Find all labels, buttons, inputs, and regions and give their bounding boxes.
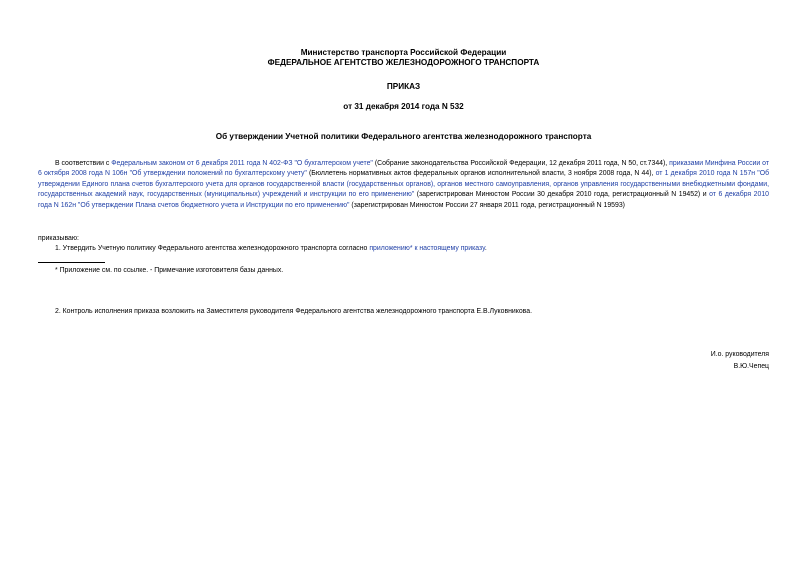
order-item-2: 2. Контроль исполнения приказа возложить на Заместителя руководителя Федерального агентства железнодорожного транспорта Е.В.Луковникова. xyxy=(55,308,533,315)
intro-text-1: В соответствии с xyxy=(55,160,112,167)
intro-text-2: (Собрание законодательства Российской Федерации, 12 декабря 2011 года, N 50, ст.7344), xyxy=(372,160,670,167)
agency-name: ФЕДЕРАЛЬНОЕ АГЕНТСТВО ЖЕЛЕЗНОДОРОЖНОГО ТРАНСПОРТА xyxy=(267,58,540,67)
intro-text-3: (Бюллетень нормативных актов федеральных органов исполнительной власти, 3 ноября 2008 года, N 44), xyxy=(306,170,656,178)
document-type: ПРИКАЗ xyxy=(386,82,421,91)
link-order-157n[interactable]: от 1 декабря 2010 года N 157н "Об утверждении Единого плана счетов бухгалтерского учета для органов государственной власти (государственных органов), органов местного самоуправления, органов управления государственными внебюджетными фондами, государственных академий наук, государственных (муниципальных) учреждений и инструкции по его применению" xyxy=(38,170,770,199)
footnote: * Приложение см. по ссылке. - Примечание изготовителя базы данных. xyxy=(55,267,284,274)
signatory-name: В.Ю.Чепец xyxy=(733,363,769,370)
intro-paragraph xyxy=(38,159,769,211)
item1-text: 1. Утвердить Учетную политику Федерального агентства железнодорожного транспорта согласно xyxy=(55,245,370,252)
link-order-162n[interactable]: от 6 декабря 2010 года N 162н "Об утверждении Плана счетов бюджетного учета и Инструкции по его применению" xyxy=(38,191,769,209)
document-subject: Об утверждении Учетной политики Федерального агентства железнодорожного транспорта xyxy=(215,132,592,141)
intro-text-4: (зарегистрирован Минюстом России 30 декабря 2010 года, регистрационный N 19452) и xyxy=(414,191,710,199)
document-date-number: от 31 декабря 2014 года N 532 xyxy=(343,102,464,111)
ministry-name: Министерство транспорта Российской Федерации xyxy=(300,48,507,57)
order-word: приказываю: xyxy=(38,235,79,242)
footnote-divider xyxy=(38,262,105,263)
link-appendix[interactable]: приложению* к настоящему приказу xyxy=(369,245,485,252)
item1-end: . xyxy=(484,245,487,252)
signatory-position: И.о. руководителя xyxy=(710,351,769,358)
intro-text-5: (зарегистрирован Минюстом России 27 января 2011 года, регистрационный N 19593) xyxy=(349,201,625,209)
link-federal-law-402fz[interactable]: Федеральным законом от 6 декабря 2011 года N 402-ФЗ "О бухгалтерском учете" xyxy=(111,160,373,167)
link-minfin-order-106n[interactable]: приказами Минфина России от 6 октября 2008 года N 106н "Об утверждении положений по бухгалтерскому учету" xyxy=(38,160,770,178)
order-item-1 xyxy=(55,244,487,254)
